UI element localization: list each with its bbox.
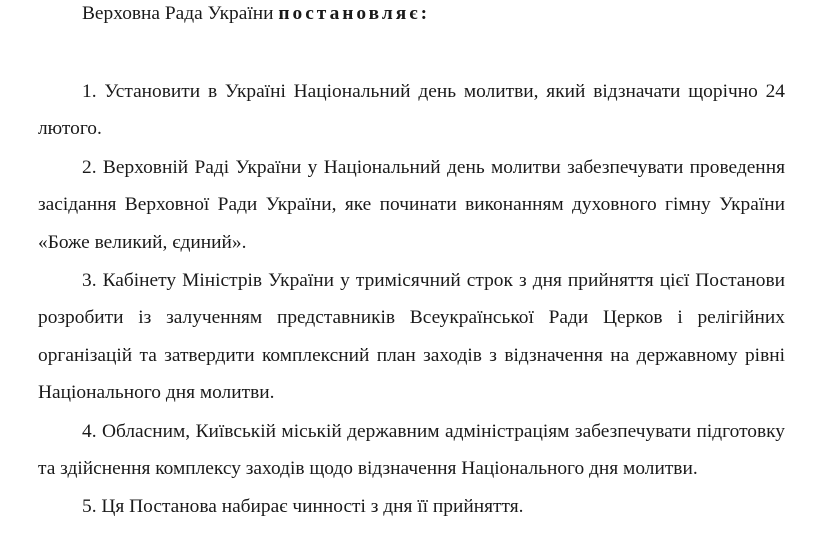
paragraph-1: 1. Установити в Україні Національний день молитви, який відзначати щорічно 24 лютого. bbox=[38, 81, 785, 140]
preamble-resolves: постановляє: bbox=[278, 3, 431, 24]
document-body bbox=[38, 0, 785, 526]
preamble bbox=[38, 0, 785, 27]
preamble-text: Верховна Рада України bbox=[82, 3, 279, 24]
paragraph-3: 3. Кабінету Міністрів України у тримісячний строк з дня прийняття цієї Постанови розробити із залученням представників Всеукраїнської Ради Церков і релігійних організацій та затвердити комплексний план заходів з відзначення на державному рівні Національного дня молитви. bbox=[38, 270, 785, 404]
paragraph-2: 2. Верховній Раді України у Національний день молитви забезпечувати проведення засідання Верховної Ради України, яке починати виконанням духовного гімну України «Боже великий, єдиний». bbox=[38, 156, 785, 253]
spacer bbox=[38, 27, 785, 73]
paragraph-5: 5. Ця Постанова набирає чинності з дня її прийняття. bbox=[82, 496, 524, 518]
paragraph-4: 4. Обласним, Київській міській державним адміністраціям забезпечувати підготовку та здійснення комплексу заходів щодо відзначення Національного дня молитви. bbox=[38, 420, 785, 480]
